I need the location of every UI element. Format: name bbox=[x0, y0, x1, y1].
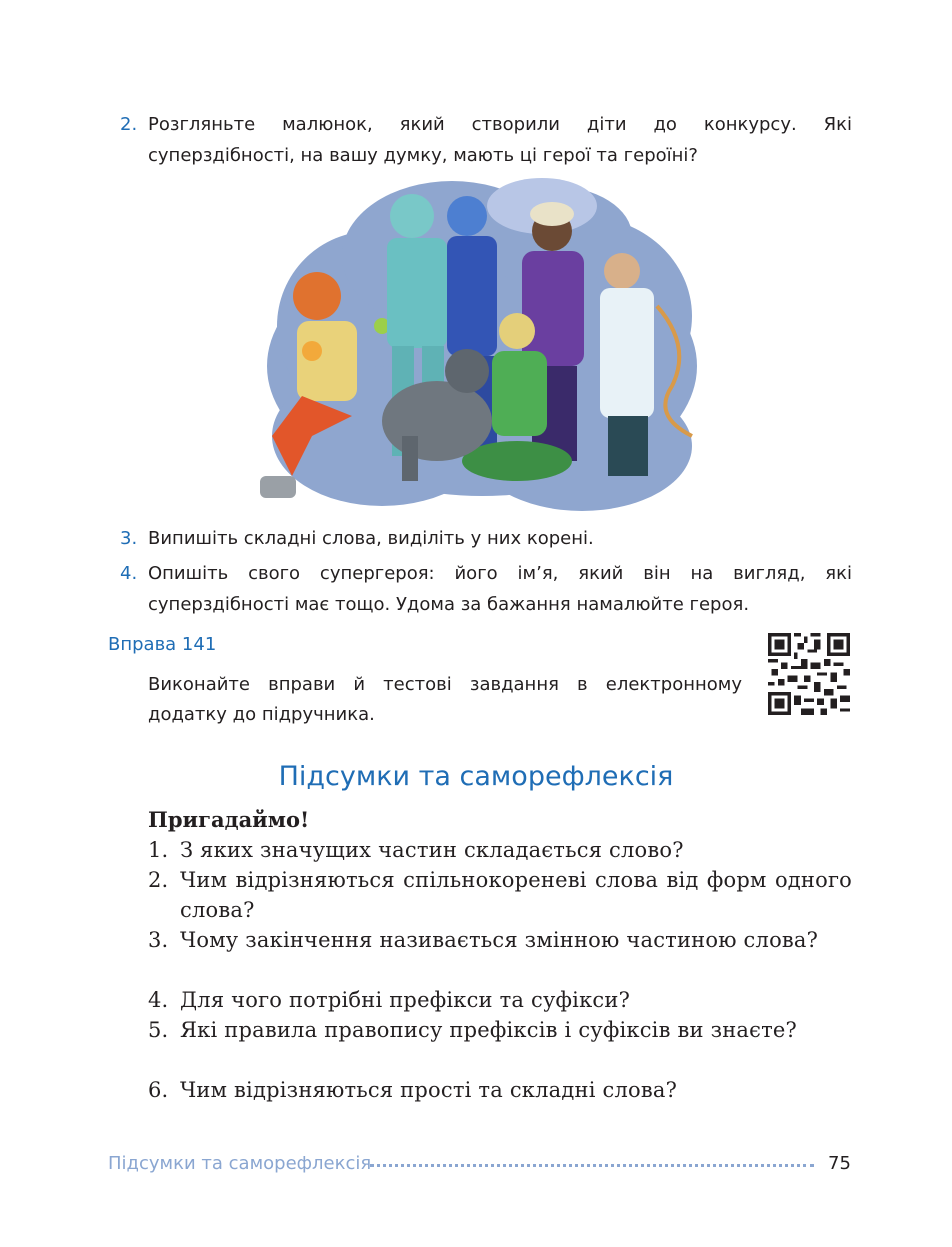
question-item bbox=[148, 925, 852, 955]
question-number: 1. bbox=[148, 838, 169, 862]
task-number: 2. bbox=[120, 114, 138, 135]
exercise-text: Виконайте вправи й тестові завдання в електронному додатку до підручника. bbox=[148, 674, 742, 725]
question-text: Для чого потрібні префікси та суфікси? bbox=[180, 988, 631, 1012]
question-item bbox=[148, 835, 852, 865]
task-4 bbox=[120, 558, 852, 620]
task-3 bbox=[120, 523, 852, 554]
task-number: 3. bbox=[120, 528, 138, 549]
question-item bbox=[148, 865, 852, 925]
question-item bbox=[148, 1015, 852, 1045]
question-text: Які правила правопису префіксів і суфіксів ви знаєте? bbox=[180, 1018, 798, 1042]
question-item bbox=[148, 985, 852, 1015]
task-2 bbox=[120, 109, 852, 171]
question-number: 4. bbox=[148, 988, 169, 1012]
question-number: 6. bbox=[148, 1078, 169, 1102]
question-item bbox=[148, 1075, 852, 1105]
qr-code-icon[interactable] bbox=[768, 633, 850, 715]
task-text: Опишіть свого супергероя: його ім’я, який він на вигляд, які суперздібності має тощо. Удома за бажання намалюйте героя. bbox=[148, 563, 852, 615]
task-text: Випишіть складні слова, виділіть у них корені. bbox=[148, 528, 594, 549]
exercise-title: Вправа 141 bbox=[108, 634, 217, 655]
task-number: 4. bbox=[120, 563, 138, 584]
superheroes-illustration bbox=[252, 176, 706, 512]
question-number: 5. bbox=[148, 1018, 169, 1042]
page-number: 75 bbox=[828, 1153, 851, 1174]
task-text: Розгляньте малюнок, який створили діти до конкурсу. Які суперздібності, на вашу думку, мають ці герої та героїні? bbox=[148, 114, 852, 166]
question-text: З яких значущих частин складається слово? bbox=[180, 838, 684, 862]
question-number: 2. bbox=[148, 868, 169, 892]
question-number: 3. bbox=[148, 928, 169, 952]
section-title: Підсумки та саморефлексія bbox=[278, 761, 674, 792]
footer-section-title: Підсумки та саморефлексія bbox=[108, 1153, 372, 1174]
footer-dotted-leader bbox=[370, 1164, 814, 1167]
remember-heading: Пригадаймо! bbox=[148, 807, 310, 832]
question-text: Чому закінчення називається змінною частиною слова? bbox=[180, 928, 819, 952]
question-text: Чим відрізняються прості та складні слова? bbox=[180, 1078, 678, 1102]
question-text: Чим відрізняються спільнокореневі слова від форм одного слова? bbox=[180, 868, 852, 922]
